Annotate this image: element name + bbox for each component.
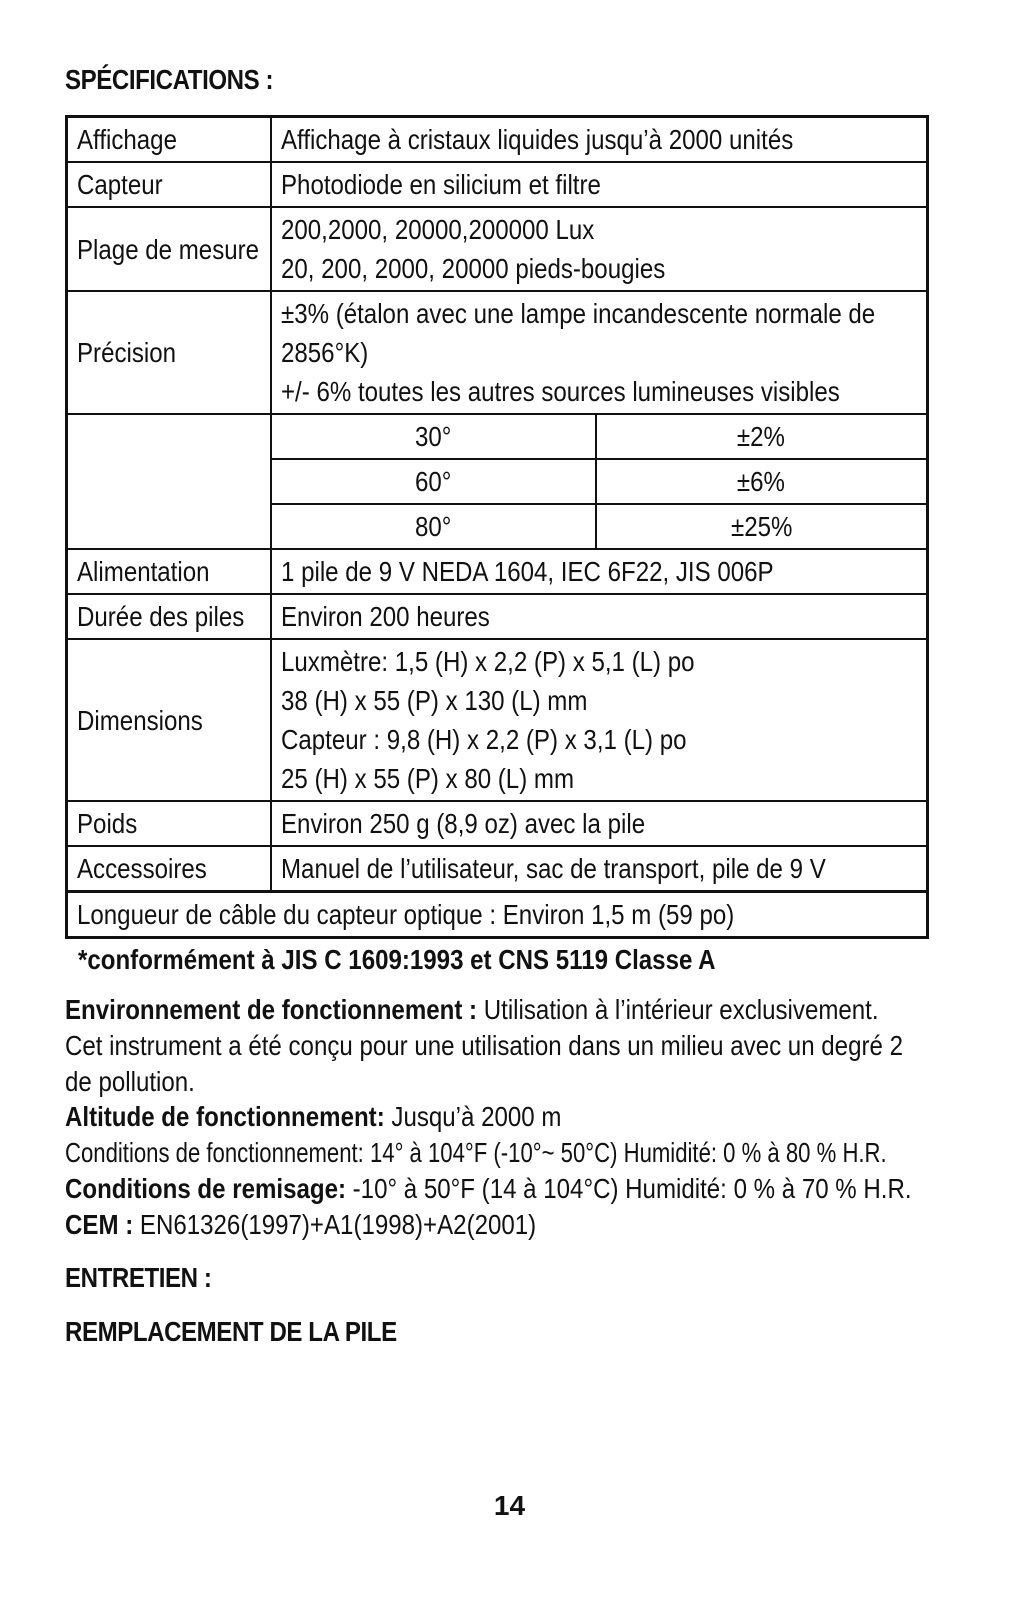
environment-line xyxy=(65,994,879,1026)
table-row xyxy=(67,801,928,846)
emc-line xyxy=(65,1209,536,1241)
spec-value-dimensions-meter-in: Luxmètre: 1,5 (H) x 2,2 (P) x 5,1 (L) po xyxy=(280,646,695,677)
angle-accuracy: ±25% xyxy=(730,511,792,542)
spec-value-dimensions-meter-mm: 38 (H) x 55 (P) x 130 (L) mm xyxy=(280,685,587,716)
spec-value-battery-life: Environ 200 heures xyxy=(280,601,490,632)
emc-text: EN61326(1997)+A1(1998)+A2(2001) xyxy=(133,1209,537,1240)
spec-value-display: Affichage à cristaux liquides jusqu’à 2000 unités xyxy=(280,124,793,155)
altitude-text: Jusqu’à 2000 m xyxy=(384,1101,562,1132)
specifications-table xyxy=(65,115,929,939)
spec-label-range: Plage de mesure xyxy=(77,233,260,265)
environment-label: Environnement de fonctionnement : xyxy=(65,994,478,1025)
angle-accuracy: ±2% xyxy=(737,421,786,452)
table-row xyxy=(67,117,928,163)
spec-label-battery-life: Durée des piles xyxy=(77,601,245,632)
spec-value-weight: Environ 250 g (8,9 oz) avec la pile xyxy=(280,808,645,839)
spec-value-power: 1 pile de 9 V NEDA 1604, IEC 6F22, JIS 006P xyxy=(280,556,774,587)
environment-description: Cet instrument a été conçu pour une utilisation dans un milieu avec un degré 2 xyxy=(65,1030,903,1061)
page-number: 14 xyxy=(493,1490,526,1521)
angle-value: 60° xyxy=(414,466,452,497)
operating-conditions: Conditions de fonctionnement: 14° à 104°F (-10°~ 50°C) Humidité: 0 % à 80 % H.R. xyxy=(65,1137,887,1168)
angle-accuracy: ±6% xyxy=(737,466,786,497)
table-row xyxy=(67,594,928,639)
maintenance-heading: ENTRETIEN : xyxy=(65,1262,212,1293)
spec-value-range-lux: 200,2000, 20000,200000 Lux xyxy=(280,214,594,245)
altitude-line xyxy=(65,1101,561,1133)
emc-label: CEM : xyxy=(65,1209,134,1240)
spec-label-power: Alimentation xyxy=(77,556,210,587)
spec-value-accessories: Manuel de l’utilisateur, sac de transport, pile de 9 V xyxy=(280,853,826,884)
storage-line xyxy=(65,1173,912,1205)
spec-label-sensor: Capteur xyxy=(77,169,163,200)
table-row xyxy=(67,207,928,291)
spec-value-accuracy-line2: 2856°K) xyxy=(280,337,368,368)
environment-text: Utilisation à l’intérieur exclusivement. xyxy=(477,994,879,1025)
spec-value-dimensions-sensor-mm: 25 (H) x 55 (P) x 80 (L) mm xyxy=(280,763,574,794)
angle-value: 80° xyxy=(414,511,452,542)
spec-value-range-footcandles: 20, 200, 2000, 20000 pieds-bougies xyxy=(280,253,665,284)
spec-value-sensor: Photodiode en silicium et filtre xyxy=(280,169,601,200)
battery-replacement-heading: REMPLACEMENT DE LA PILE xyxy=(65,1316,397,1347)
table-row xyxy=(67,846,928,892)
spec-label-weight: Poids xyxy=(77,808,138,839)
angle-value: 30° xyxy=(414,421,452,452)
environment-description-end: de pollution. xyxy=(65,1066,195,1097)
spec-label-display: Affichage xyxy=(77,124,177,155)
spec-label-accessories: Accessoires xyxy=(77,853,207,884)
table-row xyxy=(67,549,928,594)
table-row xyxy=(67,162,928,207)
compliance-footnote: *conformément à JIS C 1609:1993 et CNS 5119 Classe A xyxy=(78,944,716,975)
angle-label-cell xyxy=(67,414,271,549)
spec-cable-length: Longueur de câble du capteur optique : Environ 1,5 m (59 po) xyxy=(77,899,735,930)
spec-value-accuracy-line1: ±3% (étalon avec une lampe incandescente normale de xyxy=(280,298,875,329)
spec-value-dimensions-sensor-in: Capteur : 9,8 (H) x 2,2 (P) x 3,1 (L) po xyxy=(280,724,687,755)
altitude-label: Altitude de fonctionnement: xyxy=(65,1101,385,1132)
table-row xyxy=(67,892,928,938)
table-row xyxy=(67,291,928,414)
table-row xyxy=(67,414,928,459)
storage-text: -10° à 50°F (14 à 104°C) Humidité: 0 % à 70 % H.R. xyxy=(345,1173,912,1204)
spec-label-accuracy: Précision xyxy=(77,337,177,368)
storage-label: Conditions de remisage: xyxy=(65,1173,346,1204)
spec-label-dimensions: Dimensions xyxy=(77,704,203,736)
spec-value-accuracy-line3: +/- 6% toutes les autres sources lumineuses visibles xyxy=(280,376,840,407)
specifications-heading: SPÉCIFICATIONS : xyxy=(65,64,274,95)
table-row xyxy=(67,639,928,801)
